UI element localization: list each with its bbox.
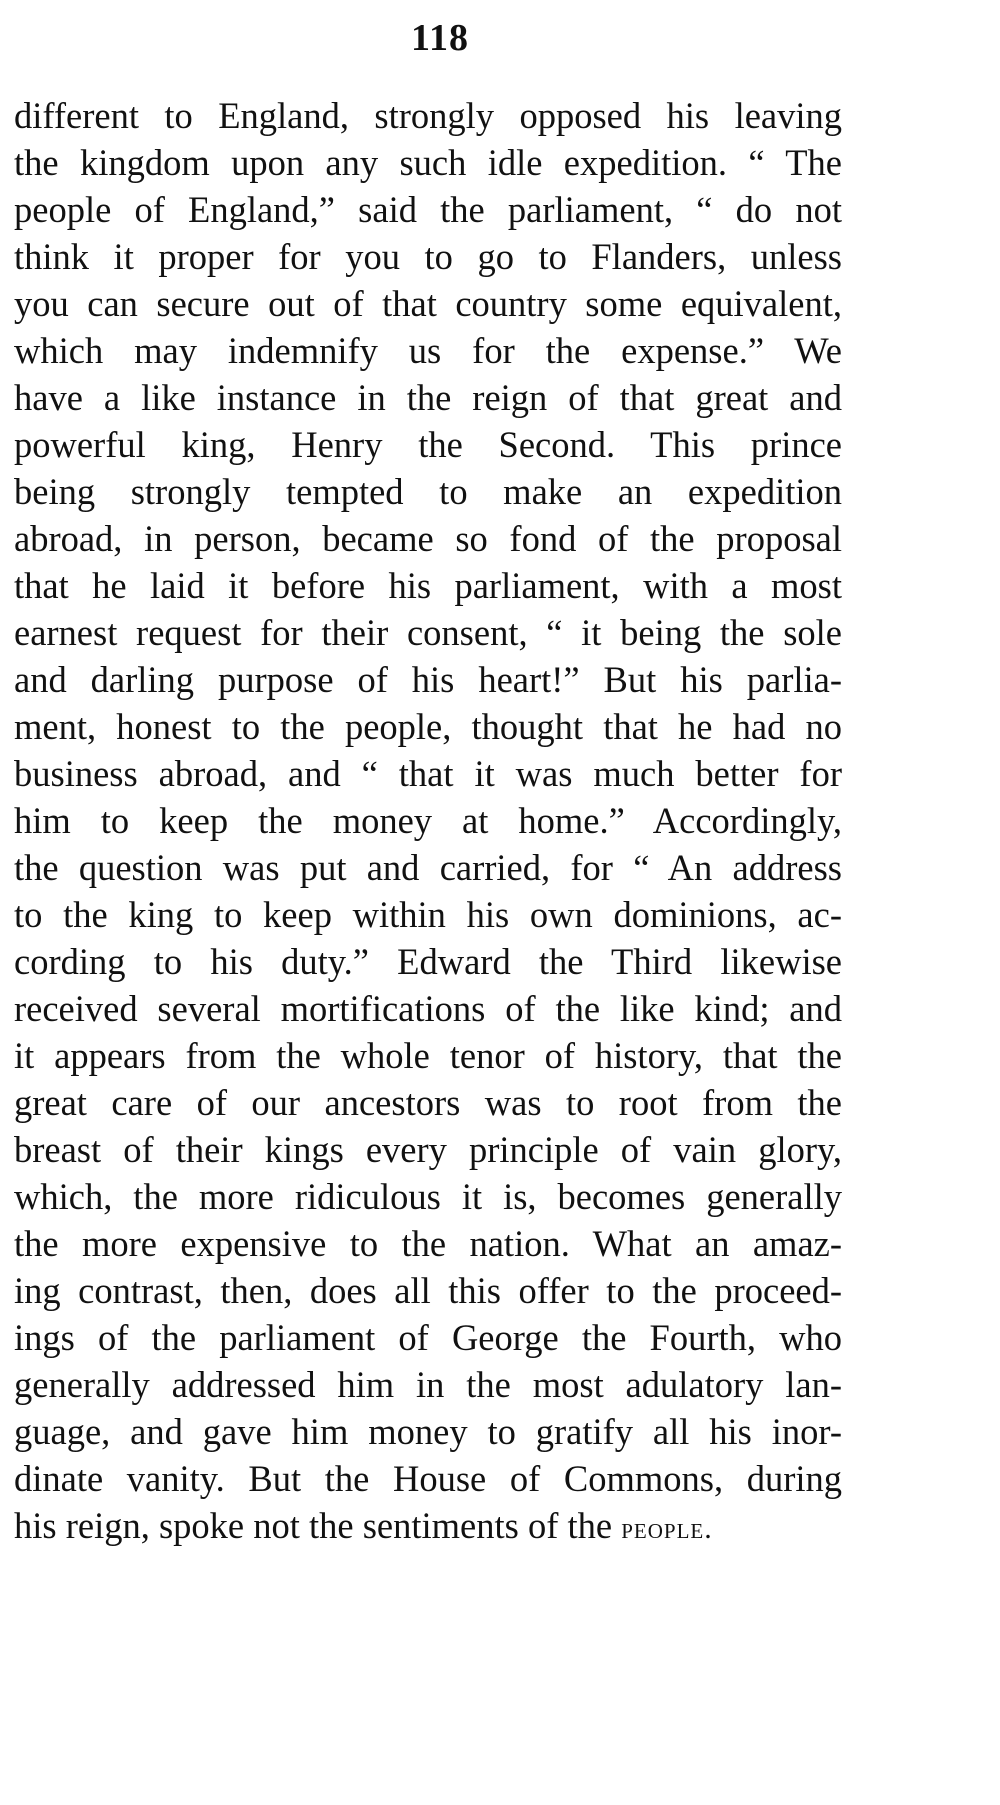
- text-line-29: guage, and gave him money to gratify all his inor-: [14, 1411, 842, 1452]
- last-line-smallcaps: people.: [621, 1512, 713, 1545]
- text-line-21: it appears from the whole tenor of history, that the: [14, 1035, 842, 1076]
- text-line-13: and darling purpose of his heart!” But his parlia-: [14, 659, 842, 700]
- text-line-1: different to England, strongly opposed his leaving: [14, 95, 842, 136]
- text-line-4: think it proper for you to go to Flanders, unless: [14, 236, 842, 277]
- text-line-19: cording to his duty.” Edward the Third likewise: [14, 941, 842, 982]
- page-number: 118: [411, 17, 469, 59]
- body-text: [14, 92, 842, 1549]
- text-line-12: earnest request for their consent, “ it being the sole: [14, 612, 842, 653]
- text-line-26: ing contrast, then, does all this offer to the proceed-: [14, 1270, 842, 1311]
- text-line-17: the question was put and carried, for “ An address: [14, 847, 842, 888]
- text-line-14: ment, honest to the people, thought that he had no: [14, 706, 842, 747]
- text-line-30: dinate vanity. But the House of Commons, during: [14, 1458, 842, 1499]
- text-line-31: [14, 1502, 842, 1549]
- text-line-8: powerful king, Henry the Second. This prince: [14, 424, 842, 465]
- text-line-15: business abroad, and “ that it was much better for: [14, 753, 842, 794]
- text-line-24: which, the more ridiculous it is, becomes generally: [14, 1176, 842, 1217]
- text-line-28: generally addressed him in the most adulatory lan-: [14, 1364, 842, 1405]
- text-line-2: the kingdom upon any such idle expedition. “ The: [14, 142, 842, 183]
- text-line-6: which may indemnify us for the expense.” We: [14, 330, 842, 371]
- last-line-text: his reign, spoke not the sentiments of the: [14, 1505, 613, 1546]
- text-line-20: received several mortifications of the like kind; and: [14, 988, 842, 1029]
- text-line-18: to the king to keep within his own dominions, ac-: [14, 894, 842, 935]
- text-line-7: have a like instance in the reign of that great and: [14, 377, 842, 418]
- text-line-10: abroad, in person, became so fond of the proposal: [14, 518, 842, 559]
- text-line-23: breast of their kings every principle of vain glory,: [14, 1129, 842, 1170]
- text-line-27: ings of the parliament of George the Fourth, who: [14, 1317, 842, 1358]
- text-line-22: great care of our ancestors was to root from the: [14, 1082, 842, 1123]
- text-line-11: that he laid it before his parliament, with a most: [14, 565, 842, 606]
- text-line-9: being strongly tempted to make an expedition: [14, 471, 842, 512]
- text-line-3: people of England,” said the parliament, “ do not: [14, 189, 842, 230]
- text-line-25: the more expensive to the nation. What an amaz-: [14, 1223, 842, 1264]
- text-line-16: him to keep the money at home.” Accordingly,: [14, 800, 842, 841]
- text-line-5: you can secure out of that country some equivalent,: [14, 283, 842, 324]
